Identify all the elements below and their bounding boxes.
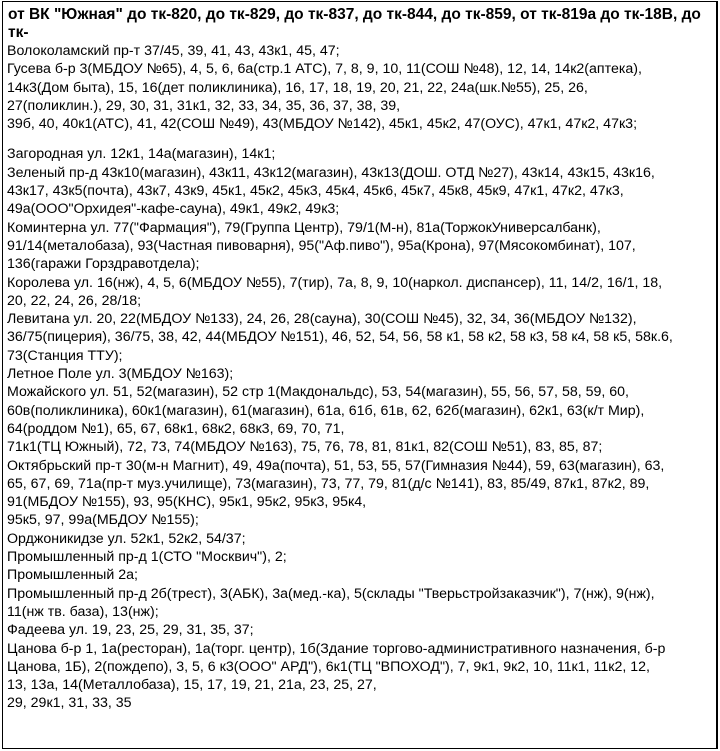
address-entry	[7, 585, 712, 622]
address-line: Промышленный пр-д 2б(трест), 3(АБК), 3а(мед.-ка), 5(склады "Тверьстройзаказчик"), 7(нж), 9(нж),	[7, 585, 655, 602]
address-line: Можайского ул. 51, 52(магазин), 52 стр 1(Макдональдс), 53, 54(магазин), 55, 56, 57, 58, 59, 60,	[7, 384, 629, 401]
header-line-2: тк-	[8, 24, 29, 41]
address-line: 91/14(металобаза), 93(Частная пивоварня), 95("Аф.пиво"), 95а(Крона), 97(Мясокомбинат), 107,	[7, 237, 636, 254]
address-line: 39б, 40, 40к1(АТС), 41, 42(СОШ №49), 43(МБДОУ №142), 45к1, 45к2, 47(ОУС), 47к1, 47к2, 47к3;	[7, 116, 638, 133]
address-entry	[7, 383, 712, 456]
address-entry	[7, 566, 712, 584]
address-line: Орджоникидзе ул. 52к1, 52к2, 54/37;	[7, 530, 246, 547]
address-line: 71к1(ТЦ Южный), 72, 73, 74(МБДОУ №163), 75, 76, 78, 81, 81к1, 82(СОШ №51), 83, 85, 87;	[7, 439, 603, 456]
address-entry	[7, 621, 712, 639]
address-list	[3, 42, 716, 713]
address-line: 43к17, 43к5(почта), 43к7, 43к9, 45к1, 45к2, 45к3, 45к4, 45к6, 45к7, 45к8, 45к9, 47к1, 47к2, 47к3,	[7, 183, 624, 200]
address-line: 95к5, 97, 99а(МБДОУ №155);	[7, 512, 199, 529]
address-line: 29, 29к1, 31, 33, 35	[7, 695, 132, 712]
address-line: Фадеева ул. 19, 23, 25, 29, 31, 35, 37;	[7, 622, 254, 639]
address-line: Промышленный пр-д 1(СТО "Москвич"), 2;	[7, 549, 287, 566]
address-line: 65, 67, 69, 71а(пр-т муз.училище), 73(магазин), 73, 77, 79, 81(д/с №141), 83, 85/49, 87к1, 87к2, 89,	[7, 475, 650, 492]
address-entry	[7, 365, 712, 383]
address-entry	[7, 640, 712, 713]
address-line: Цанова, 1Б), 2(пождепо), 3, 5, 6 к3(ООО" АРД"), 6к1(ТЦ "ВПОХОД"), 7, 9к1, 9к2, 10, 11к1, 11к2, 12,	[7, 658, 650, 675]
address-line: Промышленный 2а;	[7, 567, 138, 584]
address-line: Коминтерна ул. 77("Фармация"), 79(Группа Центр), 79/1(М-н), 81а(ТоржокУниверсалбанк),	[7, 219, 601, 236]
section-header	[3, 2, 716, 42]
address-line: 27(поликлин.), 29, 30, 31, 31к1, 32, 33, 34, 35, 36, 37, 38, 39,	[7, 97, 401, 114]
document-page	[2, 1, 718, 749]
address-entry	[7, 60, 712, 133]
address-entry	[7, 42, 712, 60]
address-line: 136(гаражи Горздравотдела);	[7, 256, 200, 273]
address-line: 14к3(Дом быта), 15, 16(дет поликлиника), 16, 17, 18, 19, 20, 21, 22, 24а(шк.№55), 25, 26,	[7, 79, 588, 96]
address-line: 64(роддом №1), 65, 67, 68к1, 68к2, 68к3, 69, 70, 71,	[7, 420, 345, 437]
address-line: Загородная ул. 12к1, 14а(магазин), 14к1;	[7, 146, 276, 163]
address-line: 13, 13а, 14(Металлобаза), 15, 17, 19, 21, 21а, 23, 25, 27,	[7, 677, 377, 694]
address-entry	[7, 548, 712, 566]
address-line: 36/75(пицерия), 36/75, 38, 42, 44(МБДОУ №151), 46, 52, 54, 56, 58 к1, 58 к2, 58 к3, 58 к4, 58 к5, 58к.6,	[7, 329, 673, 346]
address-line: 60в(поликлиника), 60к1(магазин), 61(магазин), 61а, 61б, 61в, 62, 62б(магазин), 62к1, 63(к/т Мир),	[7, 402, 645, 419]
address-line: Волоколамский пр-т 37/45, 39, 41, 43, 43к1, 45, 47;	[7, 43, 340, 59]
address-entry	[7, 145, 712, 163]
address-line: Левитана ул. 20, 22(МБДОУ №133), 24, 26, 28(сауна), 30(СОШ №45), 32, 34, 36(МБДОУ №132),	[7, 311, 637, 328]
address-line: 91(МБДОУ №155), 93, 95(КНС), 95к1, 95к2, 95к3, 95к4,	[7, 494, 367, 511]
address-line: 11(нж тв. база), 13(нж);	[7, 603, 159, 620]
address-entry	[7, 530, 712, 548]
address-line: 49а(ООО"Орхидея"-кафе-сауна), 49к1, 49к2, 49к3;	[7, 201, 340, 218]
address-line: Октябрьский пр-т 30(м-н Магнит), 49, 49а(почта), 51, 53, 55, 57(Гимназия №44), 59, 63(магазин), 63,	[7, 457, 665, 474]
address-entry	[7, 219, 712, 274]
address-line: Королева ул. 16(нж), 4, 5, 6(МБДОУ №55), 7(тир), 7а, 8, 9, 10(наркол. диспансер), 11, 14/2, 16/1, 18,	[7, 274, 663, 291]
address-entry	[7, 164, 712, 219]
address-line: Зеленый пр-д 43к10(магазин), 43к11, 43к12(магазин), 43к13(ДОШ. ОТД №27), 43к14, 43к15, 43к16,	[7, 164, 655, 181]
address-entry	[7, 274, 712, 311]
header-line-1: от ВК "Южная" до тк-820, до тк-829, до тк-837, до тк-844, до тк-859, от тк-819а до тк-18В, до	[8, 6, 701, 23]
address-entry	[7, 310, 712, 365]
address-entry	[7, 457, 712, 530]
address-line: 20, 22, 24, 26, 28/18;	[7, 292, 142, 309]
address-line: Гусева б-р 3(МБДОУ №65), 4, 5, 6, 6а(стр.1 АТС), 7, 8, 9, 10, 11(СОШ №48), 12, 14, 14к2(аптека),	[7, 61, 642, 78]
address-line: Цанова б-р 1, 1а(ресторан), 1а(торг. центр), 1б(Здание торгово-административного назначения, б-р	[7, 640, 666, 657]
address-line: 73(Станция ТТУ);	[7, 347, 123, 364]
address-line: Летное Поле ул. 3(МБДОУ №163);	[7, 366, 234, 383]
